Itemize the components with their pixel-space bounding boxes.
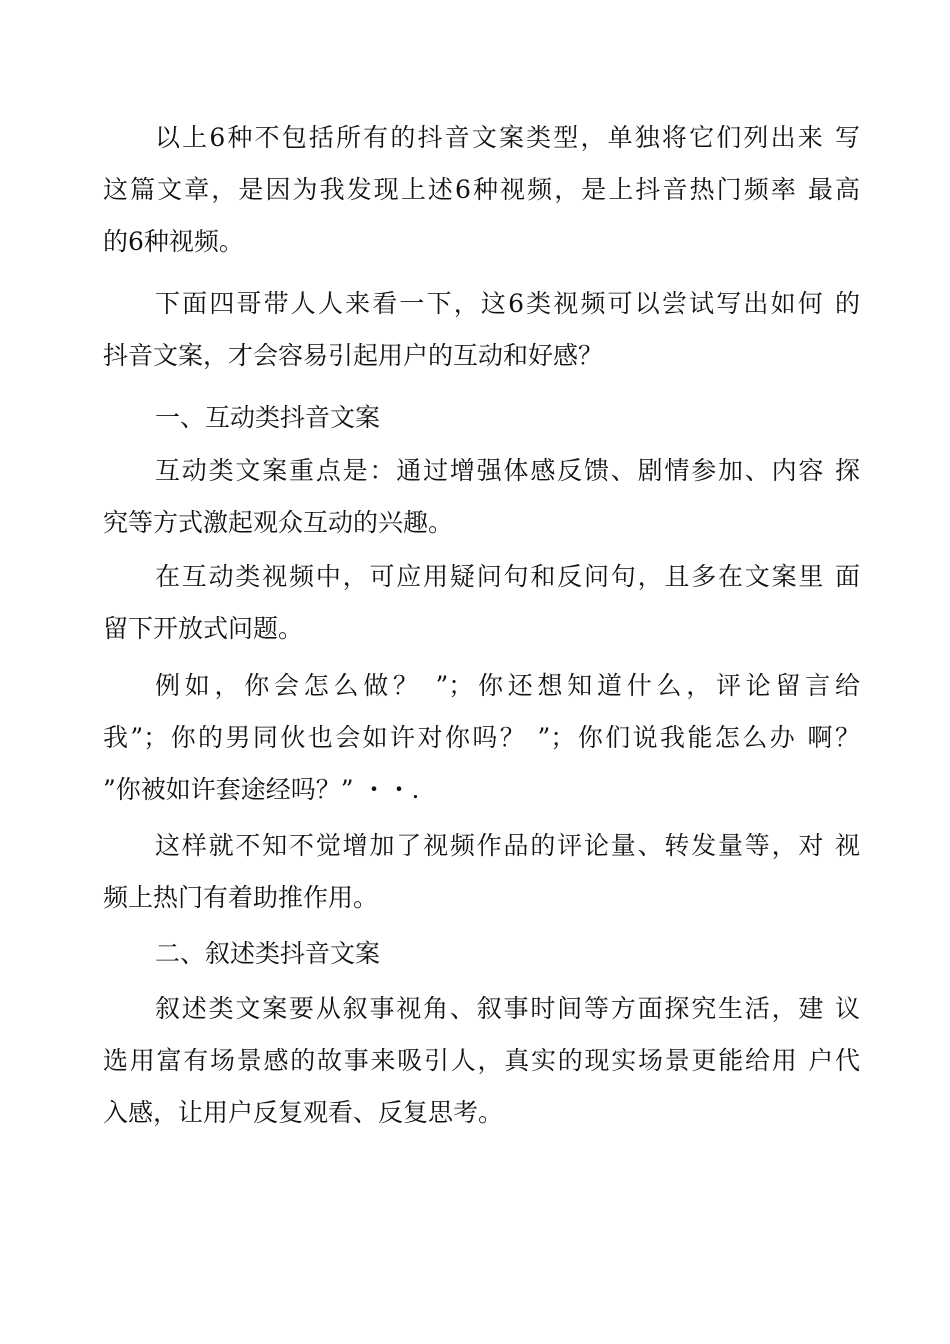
paragraph-5-line-2: 我”；你的男同伙也会如许对你吗？ ”；你们说我能怎么办 啊？ xyxy=(103,723,860,752)
section-heading-interactive: 一、互动类抖音文案 xyxy=(155,403,381,432)
paragraph-1-line-2: 这篇文章，是因为我发现上述6种视频，是上抖音热门频率 最高 xyxy=(103,175,860,204)
paragraph-1-line-3: 的6种视频。 xyxy=(103,227,244,256)
paragraph-7-line-3: 入感，让用户反复观看、反复思考。 xyxy=(103,1098,504,1127)
paragraph-5-line-1: 例如，你会怎么做？ ”；你还想知道什么，评论留言给 xyxy=(155,671,860,700)
paragraph-2-line-2: 抖音文案，才会容易引起用户的互动和好感？ xyxy=(103,341,604,370)
paragraph-7-line-2: 选用富有场景感的故事来吸引人，真实的现实场景更能给用 户代 xyxy=(103,1046,860,1075)
paragraph-3-line-1: 互动类文案重点是：通过增强体感反馈、剧情参加、内容 探 xyxy=(155,456,860,485)
paragraph-1-line-1: 以上6种不包括所有的抖音文案类型，单独将它们列出来 写 xyxy=(155,123,860,152)
section-heading-narrative: 二、叙述类抖音文案 xyxy=(155,939,381,968)
paragraph-4-line-1: 在互动类视频中，可应用疑问句和反问句，且多在文案里 面 xyxy=(155,562,860,591)
paragraph-4-line-2: 留下开放式问题。 xyxy=(103,614,304,643)
paragraph-3-line-2: 究等方式激起观众互动的兴趣。 xyxy=(103,508,454,537)
paragraph-5-line-3: ”你被如许套途经吗？” ・・. xyxy=(103,775,420,804)
paragraph-6-line-1: 这样就不知不觉增加了视频作品的评论量、转发量等，对 视 xyxy=(155,831,860,860)
paragraph-2-line-1: 下面四哥带人人来看一下，这6类视频可以尝试写出如何 的 xyxy=(155,289,860,318)
paragraph-7-line-1: 叙述类文案要从叙事视角、叙事时间等方面探究生活，建 议 xyxy=(155,994,860,1023)
paragraph-6-line-2: 频上热门有着助推作用。 xyxy=(103,883,379,912)
